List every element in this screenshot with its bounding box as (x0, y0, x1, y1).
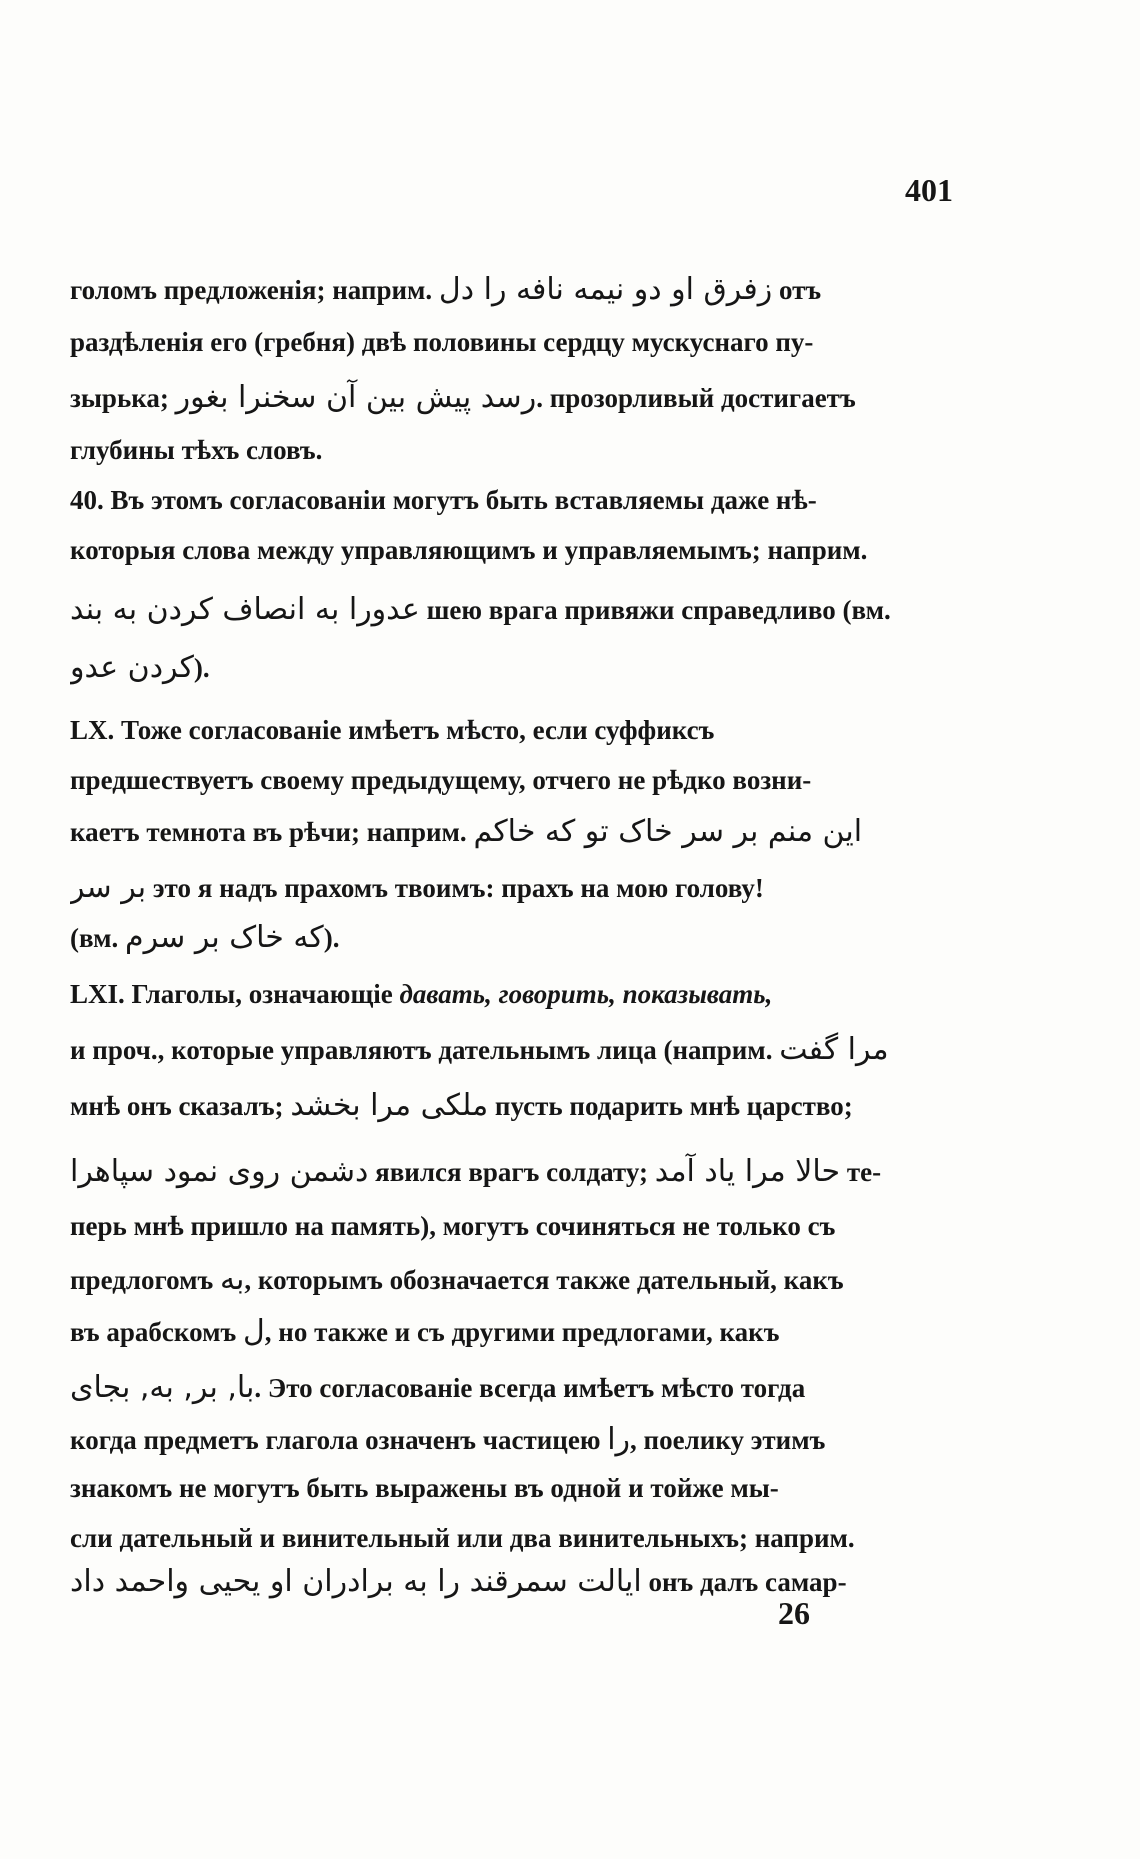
text-line (70, 430, 965, 470)
italic-phrase: давать, говорить, показывать, (399, 979, 773, 1009)
text-run: каетъ темнота въ рѣчи; наприм. (70, 817, 474, 847)
text-run: те- (840, 1157, 882, 1187)
text-line (70, 590, 965, 630)
text-run: предлогомъ (70, 1265, 220, 1295)
text-run: 40. Въ этомъ согласованіи могутъ быть вставляемы даже нѣ- (70, 485, 817, 515)
persian-phrase: رسد پیش بین آن سخنرا بغور (175, 380, 537, 415)
text-line (70, 1562, 965, 1602)
text-line (70, 1260, 965, 1300)
text-line (70, 1518, 965, 1558)
text-run: которыя слова между управляющимъ и управляемымъ; наприм. (70, 535, 868, 565)
persian-phrase: را (607, 1422, 631, 1457)
persian-phrase: بر سر (70, 870, 147, 905)
persian-phrase: که خاک بر سرم (125, 920, 324, 955)
text-line (70, 918, 965, 958)
text-line (70, 812, 965, 852)
text-line (70, 1368, 965, 1408)
text-run: это я надъ прахомъ твоимъ: прахъ на мою голову! (146, 873, 764, 903)
text-line (70, 480, 965, 520)
text-line (70, 710, 965, 750)
text-run: и проч., которые управляютъ дательнымъ лица (наприм. (70, 1035, 780, 1065)
text-run: перь мнѣ пришло на память), могутъ сочиняться не только съ (70, 1211, 836, 1241)
text-run: знакомъ не могутъ быть выражены въ одной и тойже мы- (70, 1473, 779, 1503)
text-run: пусть подарить мнѣ царство; (488, 1091, 853, 1121)
signature-mark: 26 (778, 1595, 810, 1631)
persian-phrase: کردن عدو (70, 650, 194, 685)
text-run: въ арабскомъ (70, 1317, 243, 1347)
persian-phrase: با, بر, به, بجای (70, 1370, 255, 1405)
text-line (70, 270, 965, 310)
text-line (70, 1086, 965, 1126)
persian-phrase: ل (242, 1314, 265, 1349)
text-line (70, 974, 965, 1014)
text-line (70, 1312, 965, 1352)
text-run: явился врагъ солдату; (368, 1157, 655, 1187)
text-run: сли дательный и винительный или два винительныхъ; наприм. (70, 1523, 855, 1553)
persian-phrase: دشمن روی نمود سپاهرا (70, 1154, 369, 1189)
text-run: мнѣ онъ сказалъ; (70, 1091, 291, 1121)
page-number: 401 (905, 172, 953, 208)
text-run: голомъ предложенія; наприм. (70, 275, 439, 305)
persian-phrase: به (219, 1262, 245, 1297)
text-line (70, 1468, 965, 1508)
text-line (70, 530, 965, 570)
persian-phrase: مرا گفت (779, 1032, 889, 1067)
text-run: онъ далъ самар- (641, 1567, 847, 1597)
text-line (70, 1206, 965, 1246)
text-run: отъ (772, 275, 822, 305)
text-run: предшествуетъ своему предыдущему, отчего не рѣдко возни- (70, 765, 812, 795)
text-run: LXI. Глаголы, означающіе (70, 979, 400, 1009)
text-run: раздѣленія его (гребня) двѣ половины сердцу мускуснаго пу- (70, 327, 814, 357)
text-run: , но также и съ другими предлогами, какъ (264, 1317, 780, 1347)
text-run: LX. Тоже согласованіе имѣетъ мѣсто, если суффиксъ (70, 715, 715, 745)
text-line (70, 1420, 965, 1460)
text-run: глубины тѣхъ словъ. (70, 435, 323, 465)
text-line (70, 1152, 965, 1192)
text-run: когда предметъ глагола означенъ частицею (70, 1425, 608, 1455)
text-run: ). (193, 653, 210, 683)
persian-phrase: زفرق او دو نیمه نافه را دل (438, 272, 773, 307)
persian-phrase: ملکی مرا بخشد (290, 1088, 489, 1123)
text-run: ). (323, 923, 340, 953)
text-run: (вм. (70, 923, 126, 953)
persian-phrase: حالا مرا یاد آمد (654, 1154, 841, 1189)
text-line (70, 648, 965, 688)
text-line (70, 760, 965, 800)
persian-phrase: این منم بر سر خاک تو که خاکم (473, 814, 863, 849)
text-line (70, 322, 965, 362)
text-run: , которымъ обозначается также дательный, какъ (244, 1265, 844, 1295)
persian-phrase: ایالت سمرقند را به برادران او یحیی واحمد داد (70, 1564, 642, 1599)
text-run: шею врага привяжи справедливо (вм. (419, 595, 891, 625)
text-run: зырька; (70, 383, 176, 413)
text-line (70, 868, 965, 908)
persian-phrase: عدورا به انصاف کردن به بند (70, 592, 420, 627)
text-run: , поелику этимъ (630, 1425, 826, 1455)
text-run: . прозорливый достигаетъ (536, 383, 856, 413)
text-line (70, 378, 965, 418)
text-run: . Это согласованіе всегда имѣетъ мѣсто тогда (254, 1373, 806, 1403)
text-line (70, 1030, 965, 1070)
